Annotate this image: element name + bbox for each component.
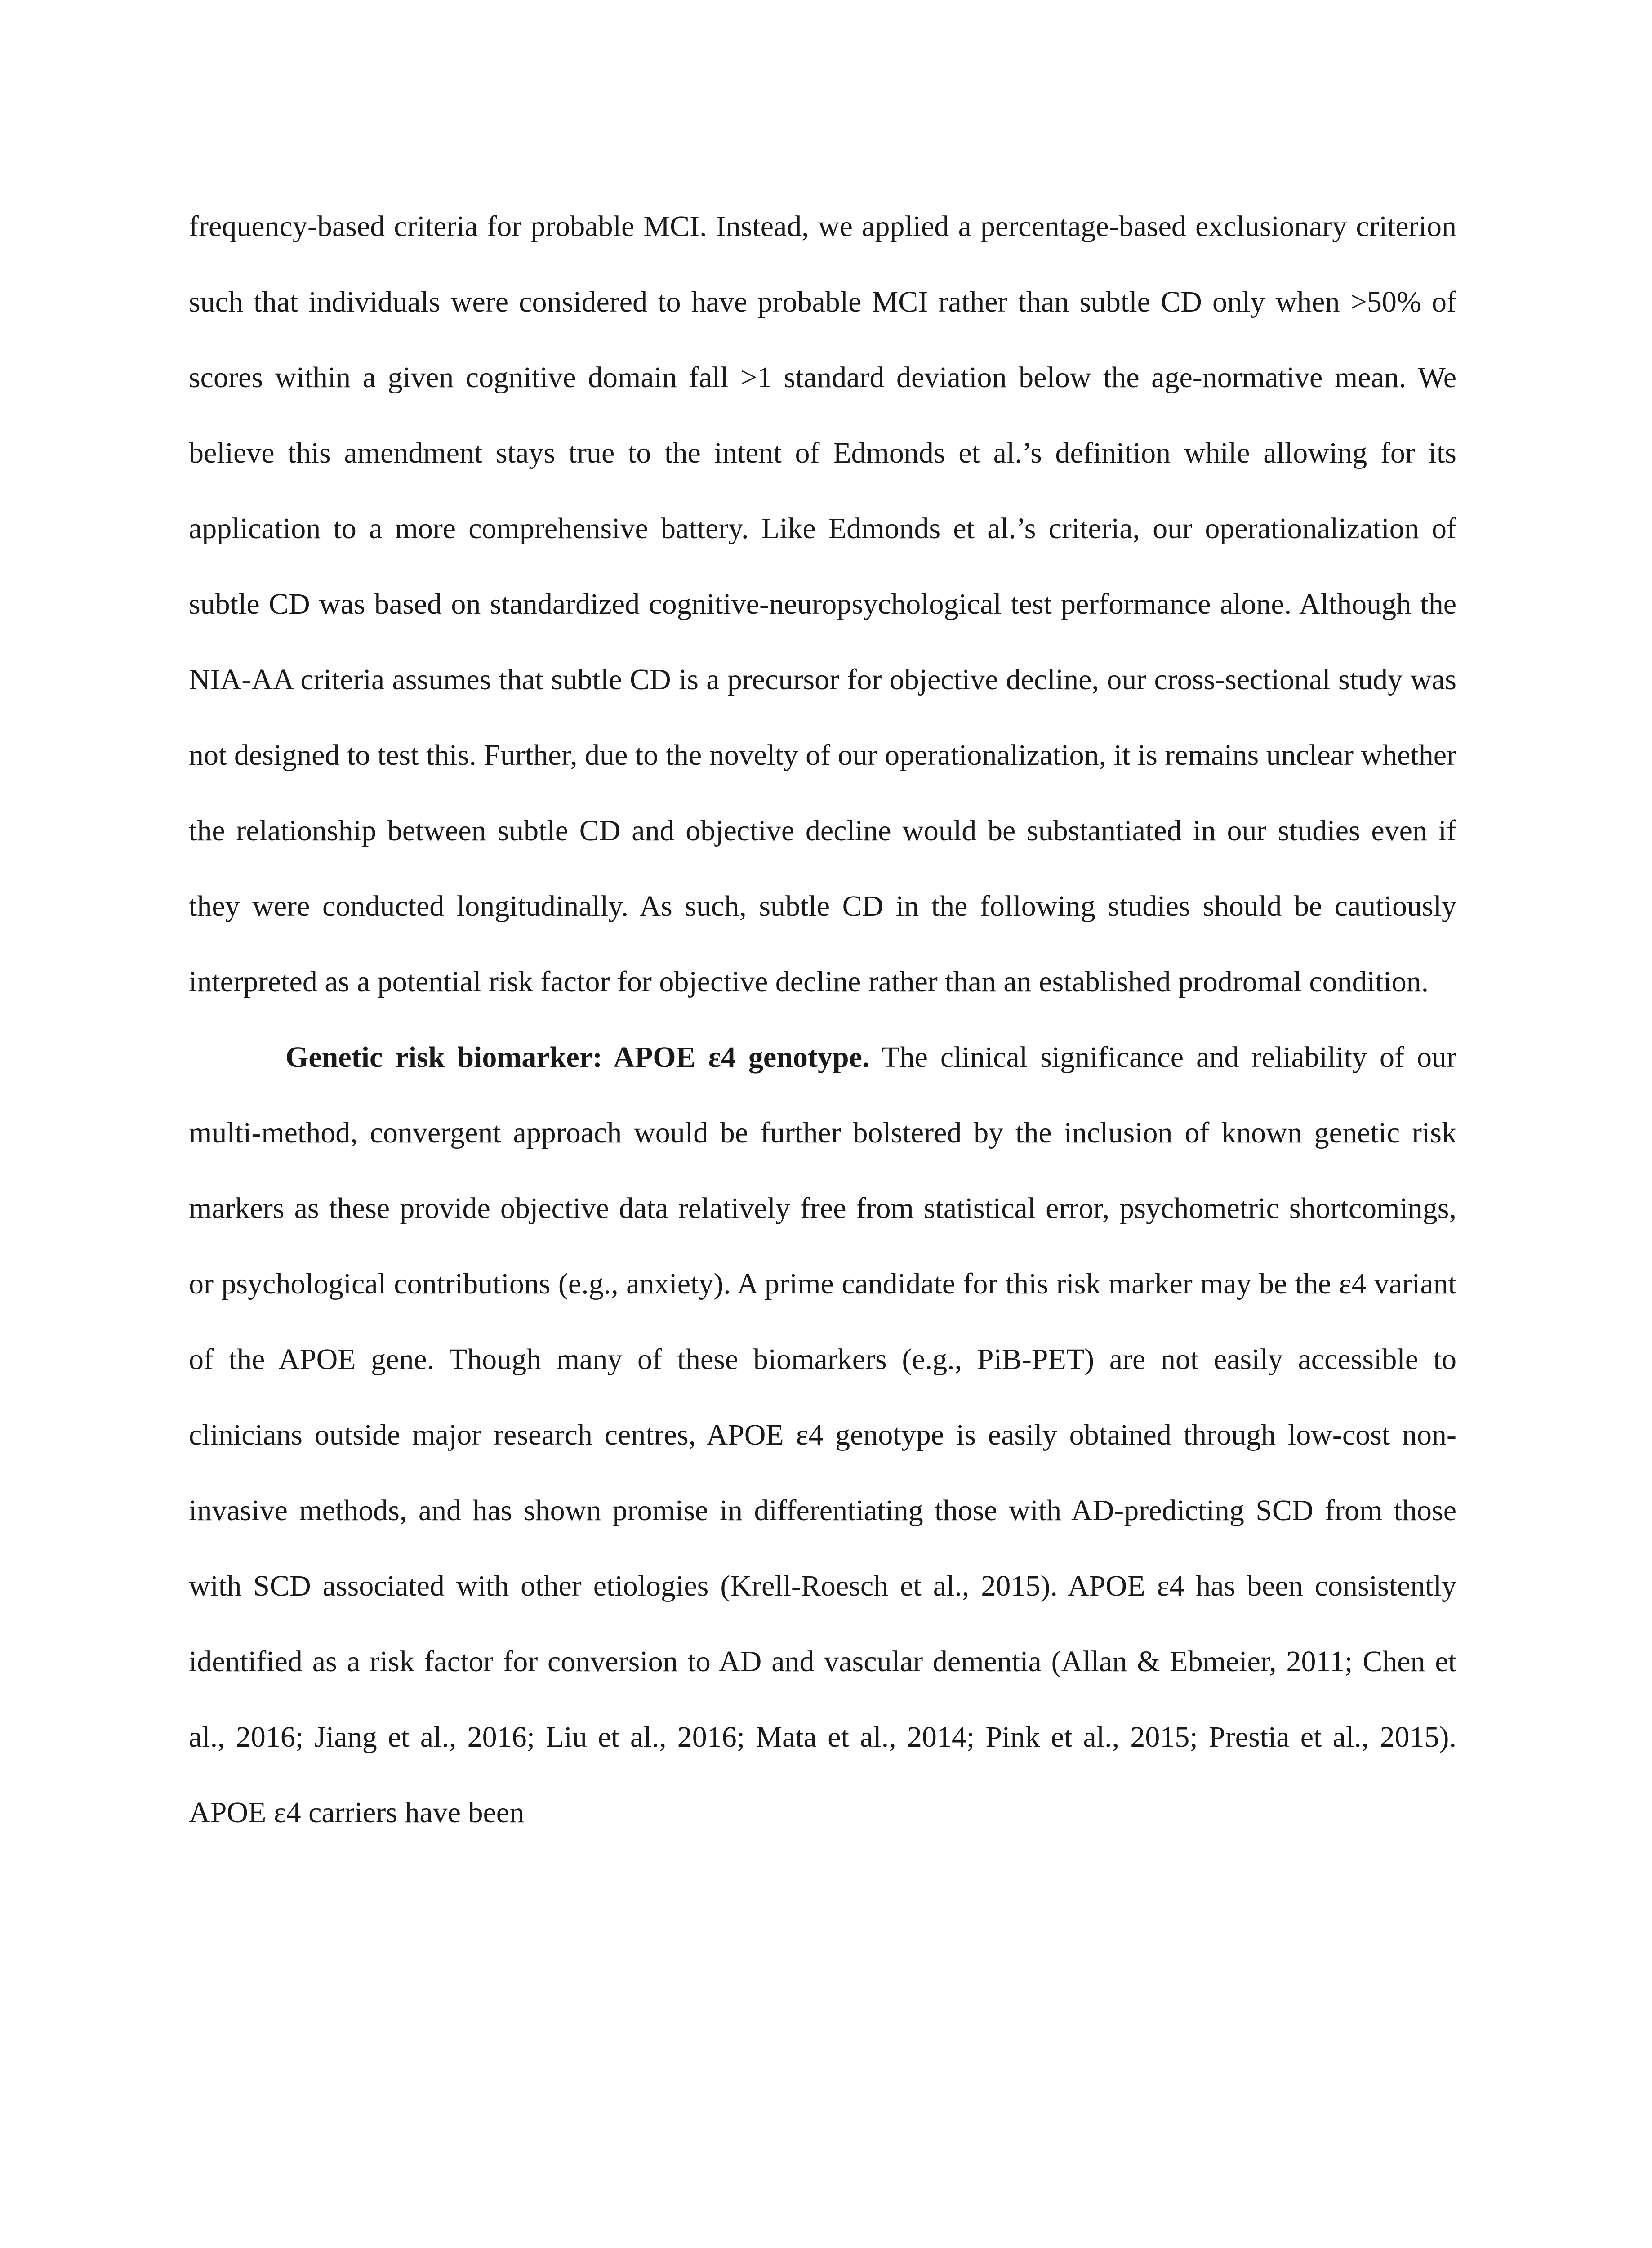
paragraph-text: frequency-based criteria for probable MCI. Instead, we applied a percentage-based exclusionary criterion such that individuals were considered to have probable MCI rather than subtle CD only when >50% of scores within a given cognitive domain fall >1 standard deviation below the age-normative mean. We believe this amendment stays true to the intent of Edmonds et al.’s definition while allowing for its application to a more comprehensive battery. Like Edmonds et al.’s criteria, our operationalization of subtle CD was based on standardized cognitive-neuropsychological test performance alone. Although the NIA-AA criteria assumes that subtle CD is a precursor for objective decline, our cross-sectional study was not designed to test this. Further, due to the novelty of our operationalization, it is remains unclear whether the relationship between subtle CD and objective decline would be substantiated in our studies even if they were conducted longitudinally. As such, subtle CD in the following studies should be cautiously interpreted as a potential risk factor for objective decline rather than an established prodromal condition. bbox=[189, 210, 1456, 998]
section-heading: Genetic risk biomarker: APOE ε4 genotype. bbox=[285, 1041, 870, 1074]
paragraph-subtle-cd bbox=[189, 189, 1456, 1020]
paragraph-text: The clinical significance and reliability of our multi-method, convergent approach would be further bolstered by the inclusion of known genetic risk markers as these provide objective data relatively free from statistical error, psychometric shortcomings, or psychological contributions (e.g., anxiety). A prime candidate for this risk marker may be the ε4 variant of the APOE gene. Though many of these biomarkers (e.g., PiB-PET) are not easily accessible to clinicians outside major research centres, APOE ε4 genotype is easily obtained through low-cost non-invasive methods, and has shown promise in differentiating those with AD-predicting SCD from those with SCD associated with other etiologies (Krell-Roesch et al., 2015). APOE ε4 has been consistently identified as a risk factor for conversion to AD and vascular dementia (Allan & Ebmeier, 2011; Chen et al., 2016; Jiang et al., 2016; Liu et al., 2016; Mata et al., 2014; Pink et al., 2015; Prestia et al., 2015). APOE ε4 carriers have been bbox=[189, 1041, 1456, 1829]
body-text bbox=[189, 189, 1456, 1851]
paragraph-apoe bbox=[189, 1020, 1456, 1851]
